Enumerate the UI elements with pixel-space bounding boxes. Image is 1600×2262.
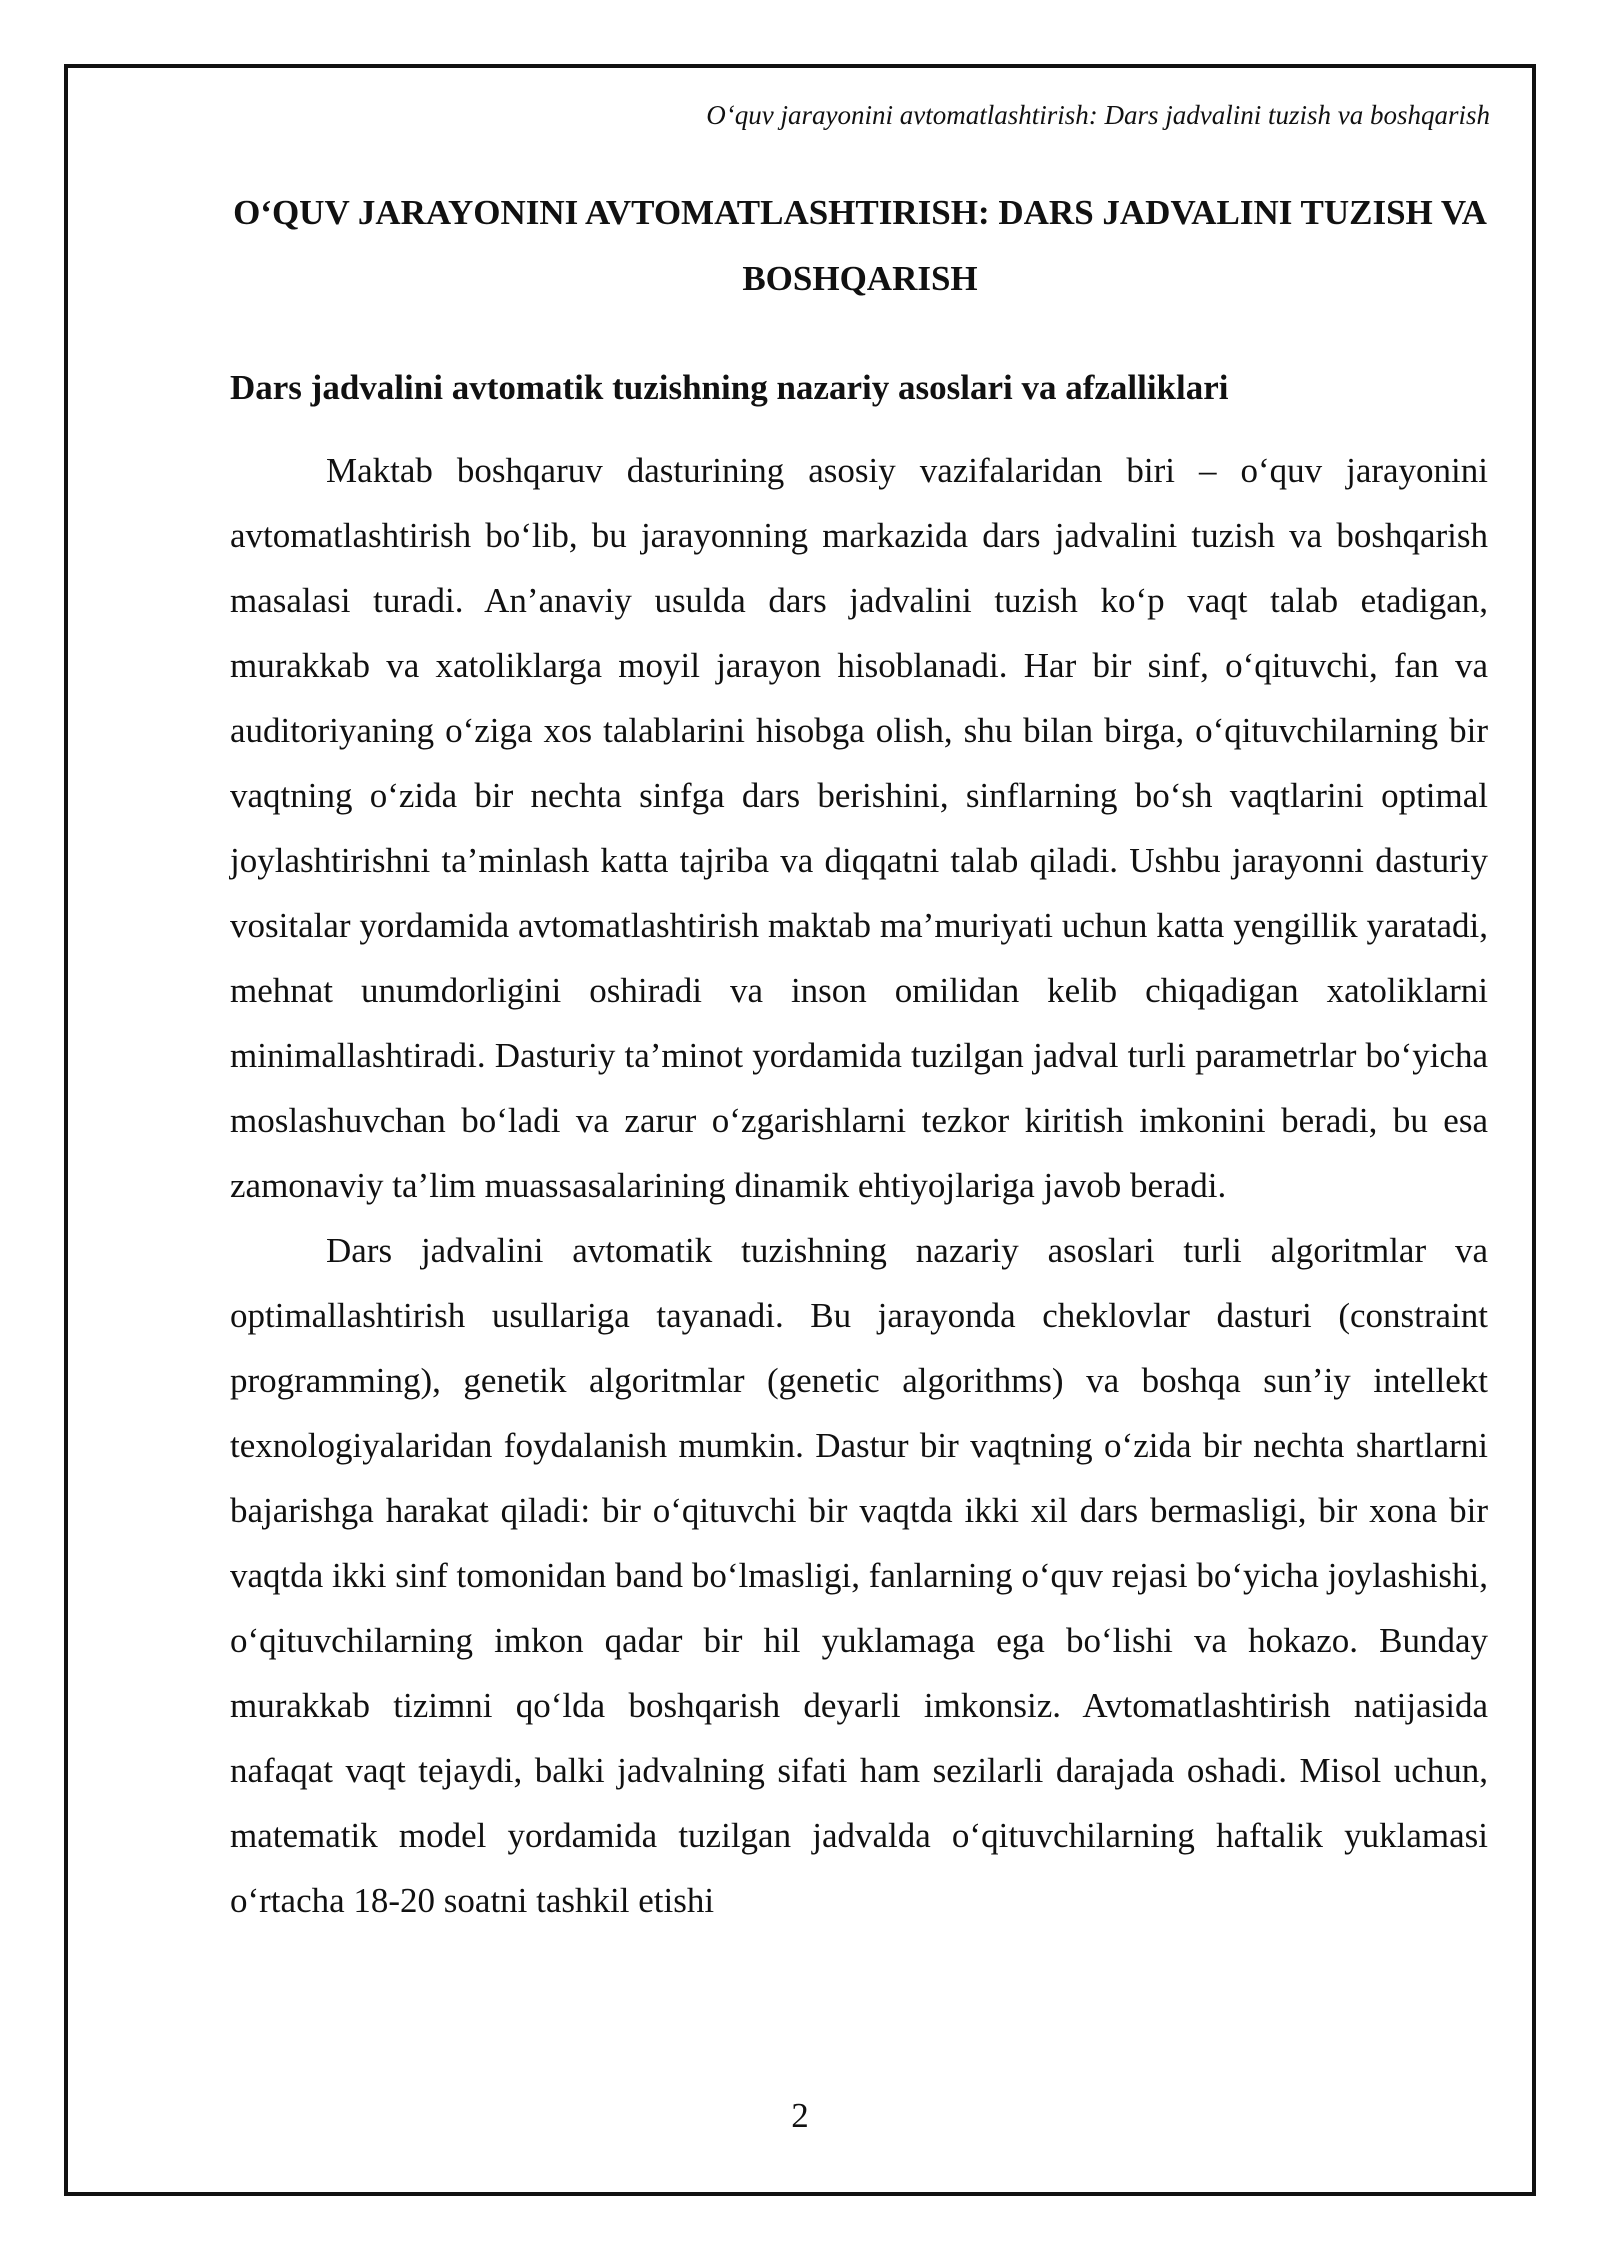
page-number: 2 xyxy=(791,2096,809,2135)
section-heading: Dars jadvalini avtomatik tuzishning nazariy asoslari va afzalliklari xyxy=(230,368,1229,407)
running-header: O‘quv jarayonini avtomatlashtirish: Dars jadvalini tuzish va boshqarish xyxy=(706,100,1490,130)
body-text xyxy=(230,438,1488,1933)
paragraph-2: Dars jadvalini avtomatik tuzishning nazariy asoslari turli algoritmlar va optimallashtirish usullariga tayanadi. Bu jarayonda cheklovlar dasturi (constraint programming), genetik algoritmlar (genetic algorithms) va boshqa sun’iy intellekt texnologiyalaridan foydalanish mumkin. Dastur bir vaqtning o‘zida bir nechta shartlarni bajarishga harakat qiladi: bir o‘qituvchi bir vaqtda ikki xil dars bermasligi, bir xona bir vaqtda ikki sinf tomonidan band bo‘lmasligi, fanlarning o‘quv rejasi bo‘yicha joylashishi, o‘qituvchilarning imkon qadar bir hil yuklamaga ega bo‘lishi va hokazo. Bunday murakkab tizimni qo‘lda boshqarish deyarli imkonsiz. Avtomatlashtirish natijasida nafaqat vaqt tejaydi, balki jadvalning sifati ham sezilarli darajada oshadi. Misol uchun, matematik model yordamida tuzilgan jadvalda o‘qituvchilarning haftalik yuklamasi o‘rtacha 18-20 soatni tashkil etishi xyxy=(230,1231,1488,1920)
document-title: O‘QUV JARAYONINI AVTOMATLASHTIRISH: DARS JADVALINI TUZISH VA BOSHQARISH xyxy=(233,193,1487,298)
paragraph-1: Maktab boshqaruv dasturining asosiy vazifalaridan biri – o‘quv jarayonini avtomatlashtirish bo‘lib, bu jarayonning markazida dars jadvalini tuzish va boshqarish masalasi turadi. An’anaviy usulda dars jadvalini tuzish ko‘p vaqt talab etadigan, murakkab va xatoliklarga moyil jarayon hisoblanadi. Har bir sinf, o‘qituvchi, fan va auditoriyaning o‘ziga xos talablarini hisobga olish, shu bilan birga, o‘qituvchilarning bir vaqtning o‘zida bir nechta sinfga dars berishini, sinflarning bo‘sh vaqtlarini optimal joylashtirishni ta’minlash katta tajriba va diqqatni talab qiladi. Ushbu jarayonni dasturiy vositalar yordamida avtomatlashtirish maktab ma’muriyati uchun katta yengillik yaratadi, mehnat unumdorligini oshiradi va inson omilidan kelib chiqadigan xatoliklarni minimallashtiradi. Dasturiy ta’minot yordamida tuzilgan jadval turli parametrlar bo‘yicha moslashuvchan bo‘ladi va zarur o‘zgarishlarni tezkor kiritish imkonini beradi, bu esa zamonaviy ta’lim muassasalarining dinamik ehtiyojlariga javob beradi. xyxy=(230,451,1488,1205)
